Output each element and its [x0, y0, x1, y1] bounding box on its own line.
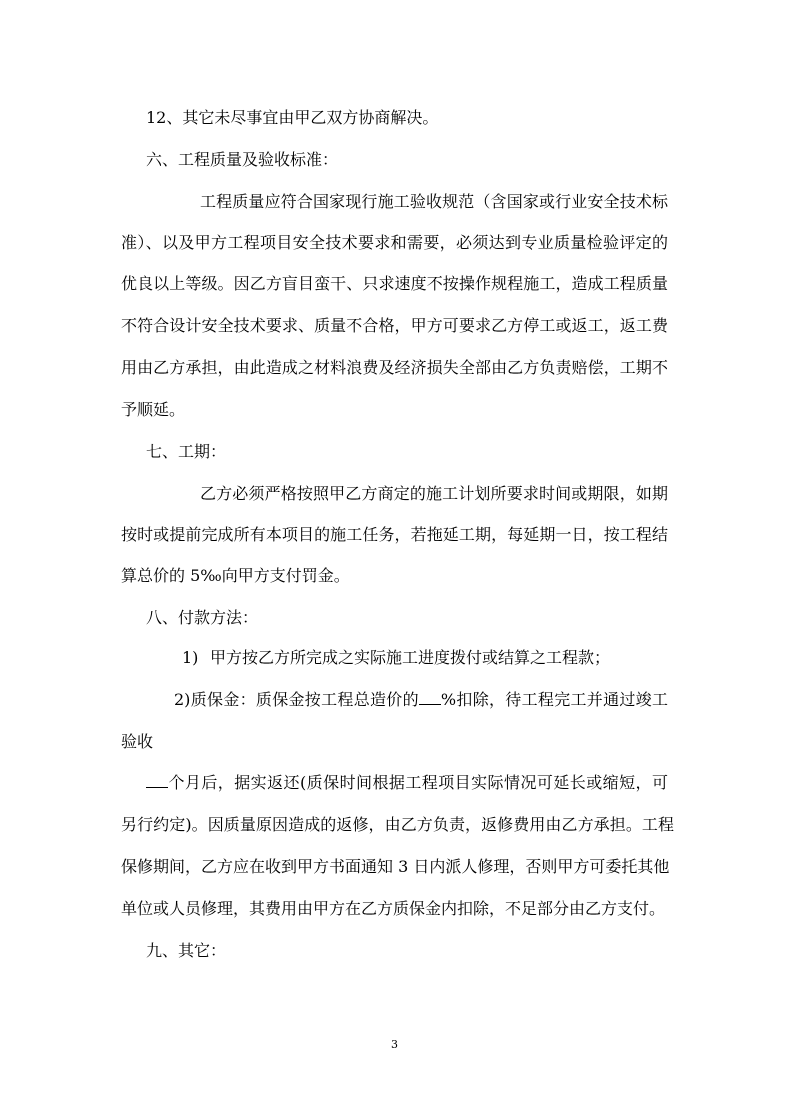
section-6-heading: 六、工程质量及验收标准：: [146, 150, 339, 169]
payment-item-2-text-cont: %扣除，待工程完工并通过竣工: [440, 690, 668, 709]
section-7-heading: 七、工期：: [146, 442, 227, 461]
months-blank: [146, 773, 168, 788]
paragraph-line: 用由乙方承担，由此造成之材料浪费及经济损失全部由乙方负责赔偿，工期不: [121, 358, 668, 377]
clause-12: 12、其它未尽事宜由甲乙双方协商解决。: [146, 108, 439, 127]
paragraph-line: 准）、以及甲方工程项目安全技术要求和需要，必须达到专业质量检验评定的: [121, 233, 668, 252]
payment-item-2-text: 2)质保金：质保金按工程总造价的: [174, 690, 419, 709]
section-9-heading: 九、其它：: [146, 941, 227, 960]
paragraph-line: 乙方必须严格按照甲乙方商定的施工计划所要求时间或期限，如期: [200, 484, 668, 503]
paragraph-line: 予顺延。: [121, 400, 186, 419]
paragraph-line: 保修期间，乙方应在收到甲方书面通知 3 日内派人修理，否则甲方可委托其他: [121, 857, 670, 876]
page-number: 3: [391, 1038, 398, 1051]
paragraph-line: 优良以上等级。因乙方盲目蛮干、只求速度不按操作规程施工，造成工程质量: [121, 274, 668, 293]
paragraph-line: 工程质量应符合国家现行施工验收规范（含国家或行业安全技术标: [200, 192, 668, 211]
paragraph-line: 不符合设计安全技术要求、质量不合格，甲方可要求乙方停工或返工，返工费: [121, 316, 668, 335]
percent-blank: [419, 690, 441, 705]
payment-item-1: 甲方按乙方所完成之实际施工进度拨付或结算之工程款；: [210, 648, 611, 667]
paragraph-text: 个月后，据实返还(质保时间根据工程项目实际情况可延长或缩短，可: [168, 773, 668, 792]
paragraph-line: 算总价的 5‰向甲方支付罚金。: [121, 566, 350, 585]
paragraph-line: [146, 773, 668, 793]
paragraph-line: 另行约定)。因质量原因造成的返修，由乙方负责，返修费用由乙方承担。工程: [121, 815, 674, 834]
paragraph-line: 按时或提前完成所有本项目的施工任务，若拖延工期，每延期一日，按工程结: [121, 525, 668, 544]
payment-item-2: [174, 690, 668, 710]
section-8-heading: 八、付款方法：: [146, 608, 259, 627]
paragraph-line: 单位或人员修理，其费用由甲方在乙方质保金内扣除，不足部分由乙方支付。: [121, 899, 666, 918]
paragraph-line: 验收: [121, 732, 154, 751]
payment-item-1-number: 1): [182, 648, 199, 667]
